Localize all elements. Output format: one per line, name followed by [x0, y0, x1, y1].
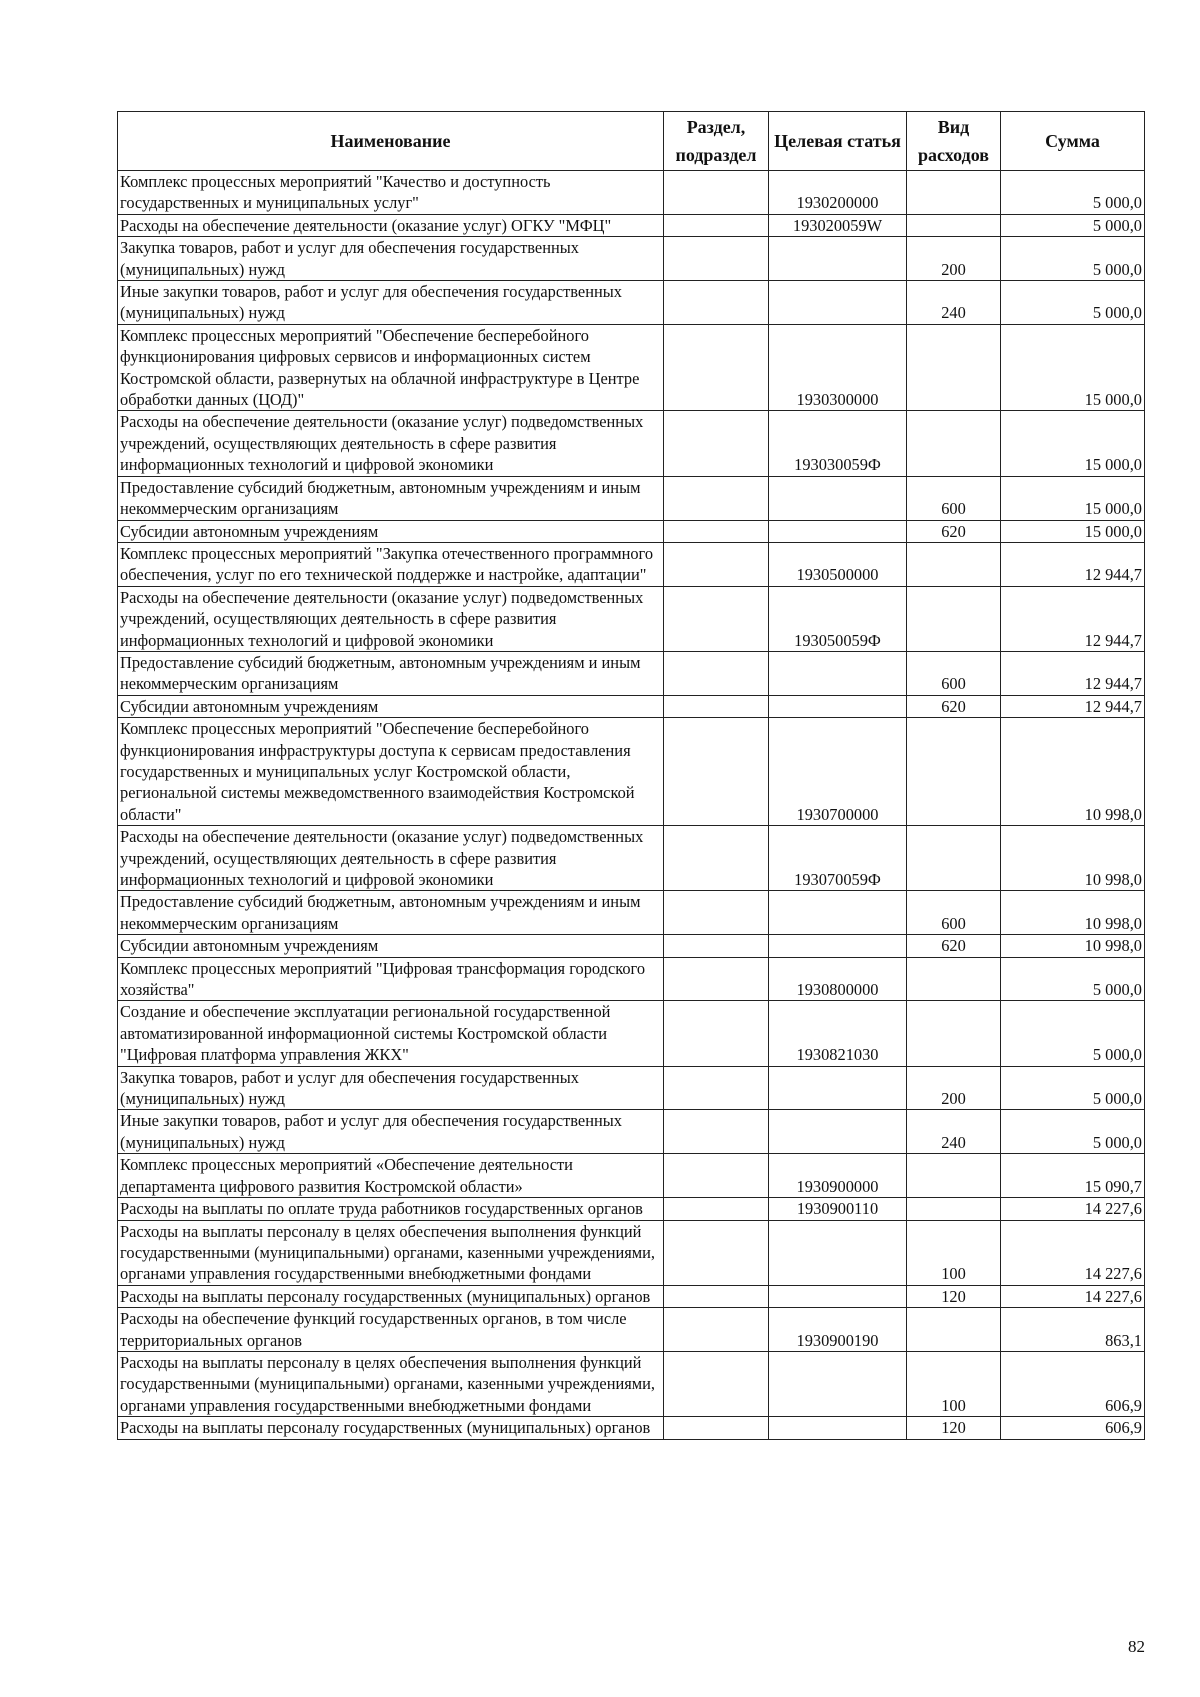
cell-name: Расходы на обеспечение деятельности (оказание услуг) подведомственных учреждений, осуществляющих деятельность в сфере развития информационных технологий и цифровой экономики [118, 411, 664, 476]
cell-sum: 14 227,6 [1001, 1198, 1145, 1220]
table-row [118, 1285, 1145, 1307]
table-row [118, 1066, 1145, 1110]
cell-vid: 620 [907, 695, 1001, 717]
cell-vid [907, 1308, 1001, 1352]
cell-vid [907, 542, 1001, 586]
cell-vid: 600 [907, 891, 1001, 935]
cell-name: Расходы на обеспечение деятельности (оказание услуг) ОГКУ "МФЦ" [118, 214, 664, 236]
cell-razdel [664, 324, 769, 411]
cell-vid [907, 826, 1001, 891]
cell-razdel [664, 542, 769, 586]
cell-vid: 200 [907, 1066, 1001, 1110]
cell-cst [769, 1220, 907, 1285]
cell-cst: 193050059Ф [769, 586, 907, 651]
cell-razdel [664, 957, 769, 1001]
cell-vid [907, 718, 1001, 826]
table-row [118, 1351, 1145, 1416]
cell-name: Субсидии автономным учреждениям [118, 695, 664, 717]
cell-razdel [664, 586, 769, 651]
table-row [118, 1110, 1145, 1154]
cell-cst [769, 695, 907, 717]
table-row [118, 935, 1145, 957]
cell-razdel [664, 935, 769, 957]
cell-razdel [664, 1066, 769, 1110]
table-row [118, 1154, 1145, 1198]
cell-razdel [664, 1110, 769, 1154]
header-cst: Целевая статья [769, 112, 907, 171]
table-row [118, 651, 1145, 695]
cell-razdel [664, 1351, 769, 1416]
cell-sum: 14 227,6 [1001, 1220, 1145, 1285]
cell-cst: 1930300000 [769, 324, 907, 411]
cell-sum: 5 000,0 [1001, 1001, 1145, 1066]
cell-name: Комплекс процессных мероприятий «Обеспечение деятельности департамента цифрового развития Костромской области» [118, 1154, 664, 1198]
cell-cst: 1930800000 [769, 957, 907, 1001]
cell-sum: 5 000,0 [1001, 171, 1145, 215]
cell-sum: 15 000,0 [1001, 324, 1145, 411]
cell-razdel [664, 1001, 769, 1066]
cell-sum: 10 998,0 [1001, 826, 1145, 891]
cell-name: Комплекс процессных мероприятий "Обеспечение бесперебойного функционирования инфраструктуры доступа к сервисам предоставления государственных и муниципальных услуг Костромской области, региональной системы межведомственного взаимодействия Костромской области" [118, 718, 664, 826]
cell-vid: 100 [907, 1351, 1001, 1416]
cell-vid [907, 957, 1001, 1001]
cell-sum: 15 000,0 [1001, 411, 1145, 476]
cell-sum: 5 000,0 [1001, 237, 1145, 281]
cell-name: Расходы на обеспечение деятельности (оказание услуг) подведомственных учреждений, осуществляющих деятельность в сфере развития информационных технологий и цифровой экономики [118, 586, 664, 651]
table-row [118, 171, 1145, 215]
cell-razdel [664, 718, 769, 826]
cell-vid: 120 [907, 1285, 1001, 1307]
cell-razdel [664, 651, 769, 695]
header-razdel: Раздел, подраздел [664, 112, 769, 171]
cell-sum: 10 998,0 [1001, 718, 1145, 826]
cell-razdel [664, 1220, 769, 1285]
cell-vid: 100 [907, 1220, 1001, 1285]
cell-cst [769, 1285, 907, 1307]
cell-cst: 1930900190 [769, 1308, 907, 1352]
cell-sum: 12 944,7 [1001, 695, 1145, 717]
table-body [118, 171, 1145, 1440]
cell-sum: 5 000,0 [1001, 1110, 1145, 1154]
cell-name: Расходы на выплаты персоналу в целях обеспечения выполнения функций государственными (муниципальными) органами, казенными учреждениями, органами управления государственными внебюджетными фондами [118, 1351, 664, 1416]
cell-name: Комплекс процессных мероприятий "Закупка отечественного программного обеспечения, услуг по его технической поддержке и настройке, адаптации" [118, 542, 664, 586]
cell-sum: 606,9 [1001, 1417, 1145, 1439]
table-row [118, 542, 1145, 586]
cell-vid [907, 411, 1001, 476]
page-number: 82 [1128, 1637, 1145, 1656]
cell-cst [769, 237, 907, 281]
table-row [118, 324, 1145, 411]
cell-name: Расходы на выплаты персоналу в целях обеспечения выполнения функций государственными (муниципальными) органами, казенными учреждениями, органами управления государственными внебюджетными фондами [118, 1220, 664, 1285]
cell-vid: 620 [907, 935, 1001, 957]
cell-sum: 12 944,7 [1001, 542, 1145, 586]
cell-vid: 240 [907, 281, 1001, 325]
cell-cst [769, 1110, 907, 1154]
cell-razdel [664, 1417, 769, 1439]
cell-sum: 10 998,0 [1001, 935, 1145, 957]
table-row [118, 281, 1145, 325]
cell-razdel [664, 520, 769, 542]
cell-name: Закупка товаров, работ и услуг для обеспечения государственных (муниципальных) нужд [118, 1066, 664, 1110]
cell-sum: 12 944,7 [1001, 586, 1145, 651]
table-header [118, 112, 1145, 171]
cell-vid: 600 [907, 651, 1001, 695]
cell-cst: 1930700000 [769, 718, 907, 826]
cell-name: Расходы на выплаты персоналу государственных (муниципальных) органов [118, 1417, 664, 1439]
cell-vid [907, 171, 1001, 215]
cell-vid: 200 [907, 237, 1001, 281]
cell-name: Создание и обеспечение эксплуатации региональной государственной автоматизированной информационной системы Костромской области "Цифровая платформа управления ЖКХ" [118, 1001, 664, 1066]
cell-cst [769, 1417, 907, 1439]
table-row [118, 718, 1145, 826]
table-row [118, 957, 1145, 1001]
cell-name: Субсидии автономным учреждениям [118, 520, 664, 542]
cell-razdel [664, 1198, 769, 1220]
cell-sum: 15 090,7 [1001, 1154, 1145, 1198]
table-row [118, 1198, 1145, 1220]
cell-vid [907, 214, 1001, 236]
cell-sum: 5 000,0 [1001, 957, 1145, 1001]
cell-razdel [664, 171, 769, 215]
table-row [118, 214, 1145, 236]
table-row [118, 586, 1145, 651]
cell-name: Расходы на выплаты персоналу государственных (муниципальных) органов [118, 1285, 664, 1307]
budget-table [117, 111, 1145, 1440]
cell-name: Иные закупки товаров, работ и услуг для обеспечения государственных (муниципальных) нужд [118, 281, 664, 325]
header-vid: Вид расходов [907, 112, 1001, 171]
cell-razdel [664, 281, 769, 325]
cell-vid: 240 [907, 1110, 1001, 1154]
cell-cst: 1930500000 [769, 542, 907, 586]
cell-razdel [664, 476, 769, 520]
cell-sum: 15 000,0 [1001, 520, 1145, 542]
table-row [118, 695, 1145, 717]
table-row [118, 237, 1145, 281]
cell-sum: 15 000,0 [1001, 476, 1145, 520]
cell-vid [907, 1154, 1001, 1198]
cell-name: Комплекс процессных мероприятий "Обеспечение бесперебойного функционирования цифровых сервисов и информационных систем Костромской области, развернутых на облачной инфраструктуре в Центре обработки данных (ЦОД)" [118, 324, 664, 411]
cell-name: Расходы на выплаты по оплате труда работников государственных органов [118, 1198, 664, 1220]
header-name: Наименование [118, 112, 664, 171]
table-row [118, 411, 1145, 476]
cell-vid: 620 [907, 520, 1001, 542]
table-row [118, 1220, 1145, 1285]
cell-cst [769, 651, 907, 695]
cell-name: Комплекс процессных мероприятий "Цифровая трансформация городского хозяйства" [118, 957, 664, 1001]
cell-razdel [664, 1285, 769, 1307]
cell-cst [769, 476, 907, 520]
cell-name: Предоставление субсидий бюджетным, автономным учреждениям и иным некоммерческим организациям [118, 651, 664, 695]
cell-cst: 1930821030 [769, 1001, 907, 1066]
cell-name: Закупка товаров, работ и услуг для обеспечения государственных (муниципальных) нужд [118, 237, 664, 281]
cell-name: Расходы на обеспечение деятельности (оказание услуг) подведомственных учреждений, осуществляющих деятельность в сфере развития информационных технологий и цифровой экономики [118, 826, 664, 891]
cell-sum: 14 227,6 [1001, 1285, 1145, 1307]
cell-sum: 863,1 [1001, 1308, 1145, 1352]
cell-razdel [664, 891, 769, 935]
cell-cst [769, 891, 907, 935]
cell-cst: 193030059Ф [769, 411, 907, 476]
cell-razdel [664, 237, 769, 281]
cell-cst: 1930900000 [769, 1154, 907, 1198]
cell-name: Субсидии автономным учреждениям [118, 935, 664, 957]
cell-cst [769, 281, 907, 325]
cell-name: Предоставление субсидий бюджетным, автономным учреждениям и иным некоммерческим организациям [118, 476, 664, 520]
cell-sum: 5 000,0 [1001, 281, 1145, 325]
cell-name: Иные закупки товаров, работ и услуг для обеспечения государственных (муниципальных) нужд [118, 1110, 664, 1154]
table-row [118, 1001, 1145, 1066]
cell-cst [769, 1351, 907, 1416]
cell-sum: 606,9 [1001, 1351, 1145, 1416]
header-row [118, 112, 1145, 171]
cell-name: Комплекс процессных мероприятий "Качество и доступность государственных и муниципальных услуг" [118, 171, 664, 215]
cell-sum: 10 998,0 [1001, 891, 1145, 935]
cell-razdel [664, 411, 769, 476]
cell-razdel [664, 695, 769, 717]
cell-cst: 1930900110 [769, 1198, 907, 1220]
table-row [118, 891, 1145, 935]
cell-sum: 5 000,0 [1001, 1066, 1145, 1110]
cell-razdel [664, 1154, 769, 1198]
cell-name: Расходы на обеспечение функций государственных органов, в том числе территориальных органов [118, 1308, 664, 1352]
cell-vid [907, 324, 1001, 411]
cell-cst: 193070059Ф [769, 826, 907, 891]
header-sum: Сумма [1001, 112, 1145, 171]
table-row [118, 476, 1145, 520]
cell-vid: 600 [907, 476, 1001, 520]
cell-name: Предоставление субсидий бюджетным, автономным учреждениям и иным некоммерческим организациям [118, 891, 664, 935]
cell-cst [769, 1066, 907, 1110]
cell-vid [907, 586, 1001, 651]
table-row [118, 520, 1145, 542]
cell-razdel [664, 1308, 769, 1352]
cell-vid [907, 1198, 1001, 1220]
cell-sum: 5 000,0 [1001, 214, 1145, 236]
table-row [118, 826, 1145, 891]
cell-cst: 1930200000 [769, 171, 907, 215]
cell-cst [769, 935, 907, 957]
table-row [118, 1417, 1145, 1439]
cell-vid [907, 1001, 1001, 1066]
cell-razdel [664, 826, 769, 891]
table-row [118, 1308, 1145, 1352]
cell-cst [769, 520, 907, 542]
cell-razdel [664, 214, 769, 236]
cell-sum: 12 944,7 [1001, 651, 1145, 695]
cell-vid: 120 [907, 1417, 1001, 1439]
cell-cst: 193020059W [769, 214, 907, 236]
